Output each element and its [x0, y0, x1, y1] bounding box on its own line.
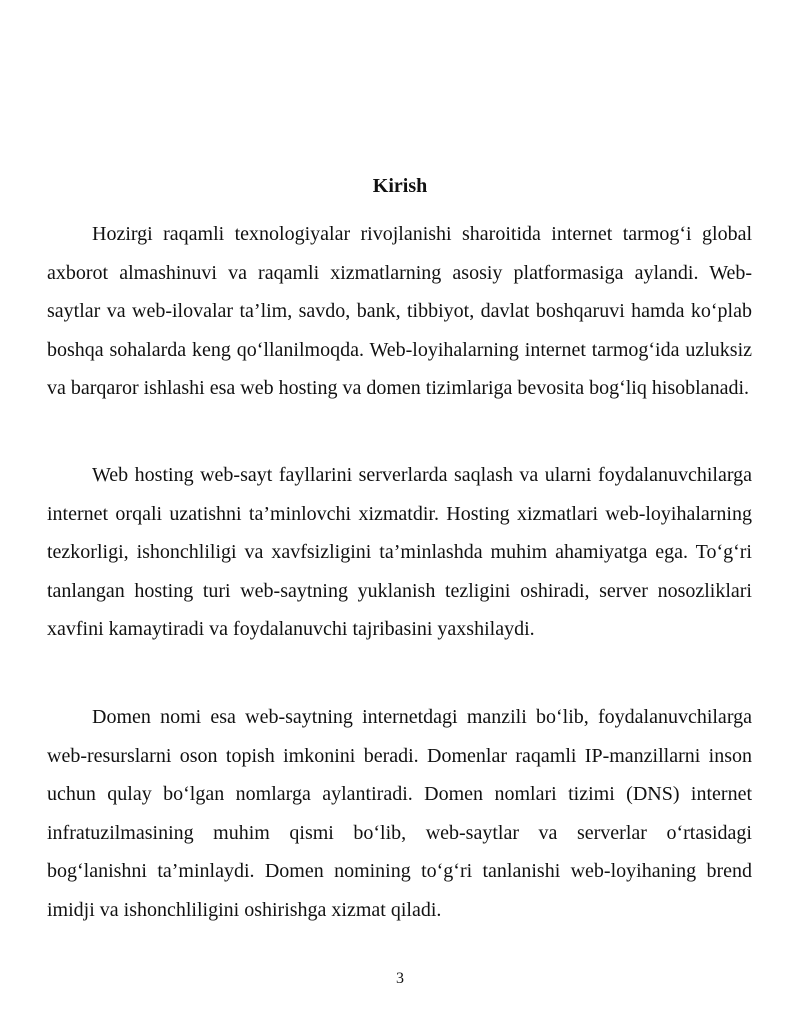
paragraph-2	[47, 456, 752, 649]
paragraph-1	[47, 215, 752, 408]
paragraph-3	[47, 698, 752, 930]
page-number: 3	[396, 970, 404, 987]
paragraph-text: Hozirgi raqamli texnologiyalar rivojlanishi sharoitida internet tarmog‘i global axborot almashinuvi va raqamli xizmatlarning asosiy platformasiga aylandi. Web-saytlar va web-ilovalar ta’lim, savdo, bank, tibbiyot, davlat boshqaruvi hamda ko‘plab boshqa sohalarda keng qo‘llanilmoqda. Web-loyihalarning internet tarmog‘ida uzluksiz va barqaror ishlashi esa web hosting va domen tizimlariga bevosita bog‘liq hisoblanadi.	[47, 223, 752, 400]
paragraph-text: Domen nomi esa web-saytning internetdagi manzili bo‘lib, foydalanuvchilarga web-resurslarni oson topish imkonini beradi. Domenlar raqamli IP-manzillarni inson uchun qulay bo‘lgan nomlarga aylantiradi. Domen nomlari tizimi (DNS) internet infratuzilmasining muhim qismi bo‘lib, web-saytlar va serverlar o‘rtasidagi bog‘lanishni ta’minlaydi. Domen nomining to‘g‘ri tanlanishi web-loyihaning brend imidji va ishonchliligini oshirishga xizmat qiladi.	[47, 706, 752, 921]
paragraph-text: Web hosting web-sayt fayllarini serverlarda saqlash va ularni foydalanuvchilarga internet orqali uzatishni ta’minlovchi xizmatdir. Hosting xizmatlari web-loyihalarning tezkorligi, ishonchliligi va xavfsizligini ta’minlashda muhim ahamiyatga ega. To‘g‘ri tanlangan hosting turi web-saytning yuklanish tezligini oshiradi, server nosozliklari xavfini kamaytiradi va foydalanuvchi tajribasini yaxshilaydi.	[47, 464, 752, 641]
section-heading: Kirish	[372, 175, 428, 197]
